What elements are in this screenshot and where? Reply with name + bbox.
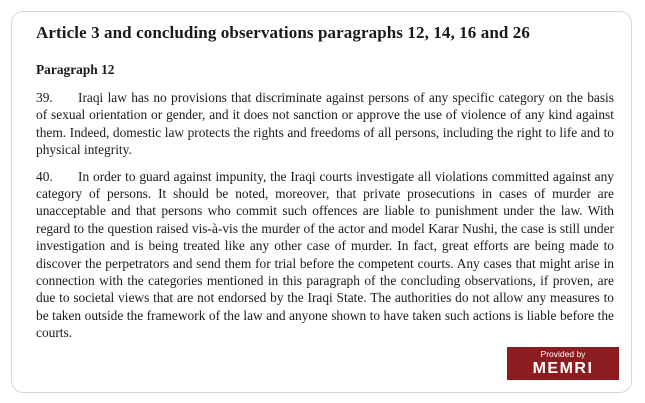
paragraph-number: 39. xyxy=(36,90,53,105)
memri-watermark-badge xyxy=(507,347,619,380)
document-body xyxy=(36,22,614,342)
paragraph-39 xyxy=(36,89,614,159)
document-title: Article 3 and concluding observations paragraphs 12, 14, 16 and 26 xyxy=(36,23,530,42)
document-card xyxy=(11,11,632,393)
watermark-provided-by: Provided by xyxy=(540,349,586,359)
paragraph-number: 40. xyxy=(36,168,53,184)
paragraph-text: Iraqi law has no provisions that discriminate against persons of any specific category on the basis of sexual orientation or gender, and it does not sanction or approve the use of violence of any kind against them. Indeed, domestic law protects the rights and freedoms of all persons, including the right to life and to physical integrity. xyxy=(36,90,614,158)
memri-logo: MEMRI xyxy=(532,360,594,377)
paragraph-subheading: Paragraph 12 xyxy=(36,62,115,77)
paragraph-text: In order to guard against impunity, the Iraqi courts investigate all violations committed against any category of persons. It should be noted, moreover, that private prosecutions in cases of murder are unacceptable and that persons who commit such offences are liable to punishment under the law. With regard to the question raised vis-à-vis the murder of the actor and model Karar Nushi, the case is still under investigation and is being treated like any other case of murder. In fact, great efforts are being made to discover the perpetrators and send them for trial before the competent courts. Any cases that might arise in connection with the categories mentioned in this paragraph of the concluding observations, if proven, are due to societal views that are not endorsed by the Iraqi State. The authorities do not allow any measures to be taken outside the framework of the law and anyone shown to have taken such actions is liable before the courts. xyxy=(36,168,614,341)
paragraph-40 xyxy=(36,168,614,342)
